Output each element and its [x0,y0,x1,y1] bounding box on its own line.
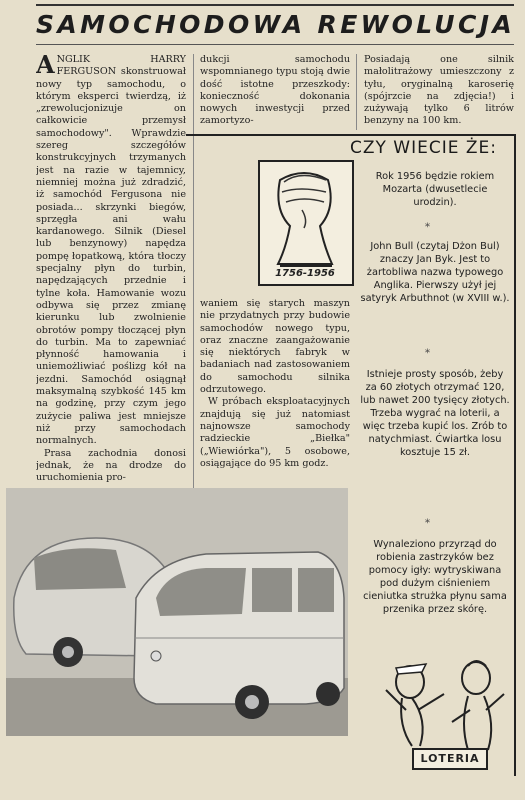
article-paragraph: waniem się starych maszyn nie przydatnych przy budowie samochodów nowego typu, oraz znaczne zaangażowanie się niektórych fabryk w badaniach nad zastosowaniem do samochodu silnika odrzutowego. [200,298,350,396]
column-rule [193,54,194,488]
article-column-1 [36,54,186,488]
article-title: SAMOCHODOWA REWOLUCJA [36,10,516,39]
star-divider: * [425,348,430,359]
sidebar-title: CZY WIECIE ŻE: [350,138,498,158]
article-column-2-top [200,54,350,128]
article-paragraph: Posiadają one silnik małolitrażowy umieszczony z tyłu, oryginalną karoserię (spójrzcie na zdjęcia!) i zużywają tylko 6 litrów benzyny na 100 km. [364,54,514,127]
sidebar-item-john-bull: John Bull (czytaj Dżon Bul) znaczy Jan Byk. Jest to żartobliwa nazwa typowego Anglika. Pierwszy użył jej satyryk Arbuthnot (w XVIII w.). [360,241,510,304]
article-paragraph: ANGLIK HARRY FERGUSON skonstruował nowy typ samochodu, o którym eksperci twierdzą, iż „zrewolucjonizuje on całkowicie przemysł samochodowy". Wprawdzie szereg szczegółów konstrukcyjnych trzymanych jest na razie w tajemnicy, niemniej można już zdradzić, iż samochód Fergusona nie posiada... skrzynki biegów, sprzęgła ani wału kardanowego. Silnik (Diesel lub benzynowy) napędza pompę łopatkową, która tłoczy specjalny płyn do turbin, napędzających przednie i tylne koła. Hamowanie wozu odbywa się przez zmianę kierunku lub zwolnienie obrotów pompy tłoczącej płyn do turbin. Ma to zapewniać płynność hamowania i uniemożliwiać poślizg kół na jezdni. Samochód osiągnął maksymalną szybkość 145 km na godzinę, przy czym jego zużycie paliwa jest mniejsze niż przy samochodach normalnych. [36,54,186,447]
star-divider: * [425,222,430,233]
article-column-2-bottom [200,298,350,488]
title-rule [36,44,514,45]
article-column-3 [364,54,514,128]
sidebar-item-mozart: Rok 1956 będzie rokiem Mozarta (dwusetlecie urodzin). [375,171,495,208]
sidebar-frame-top [186,134,346,136]
article-paragraph: dukcji samochodu wspomnianego typu stoją dwie dość istotne przeszkody: konieczność dokonania nowych inwestycji przed zamortyzo- [200,54,350,127]
sidebar-item-lottery: Istnieje prosty sposób, żeby za 60 złotych otrzymać 120, lub nawet 200 tysięcy złotych. Trzeba wygrać na loterii, a więc trzeba kupić los. Zrób to natychmiast. Ćwiartka losu kosztuje 15 zł. [360,369,510,458]
star-divider: * [425,518,430,529]
drop-cap: A [36,54,55,79]
top-rule [36,4,514,6]
article-paragraph: Prasa zachodnia donosi jednak, że na drodze do uruchomienia pro- [36,447,186,484]
sidebar-item-needleless-injector: Wynaleziono przyrząd do robienia zastrzyków bez pomocy igły: wytryskiwana pod dużym ciśnieniem cieniutka strużka płynu sama przenika przez skórę. [363,539,507,615]
column-rule [356,54,357,130]
article-paragraph: W próbach eksploatacyjnych znajdują się już natomiast najnowsze samochody radzieckie „Biełka" („Wiewiórka"), 5 osobowe, osiągające do 95 km godz. [200,396,350,469]
car-photo [6,488,348,736]
portrait-years: 1756-1956 [275,268,335,279]
lottery-sign: LOTERIA [412,748,488,770]
